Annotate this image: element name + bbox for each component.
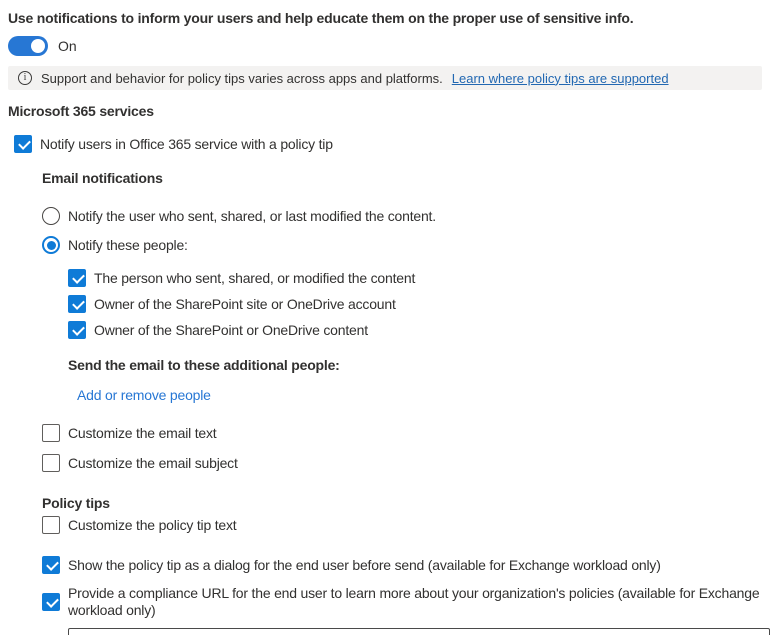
customize-email-text-checkbox[interactable] bbox=[42, 424, 60, 442]
notify-office365-row bbox=[14, 135, 770, 153]
banner-link[interactable]: Learn where policy tips are supported bbox=[451, 70, 669, 86]
compliance-url-label: Provide a compliance URL for the end user to learn more about your organization's policies (available for Exchange workload only) bbox=[68, 585, 760, 618]
compliance-url-checkbox[interactable] bbox=[42, 593, 60, 611]
add-remove-people-link[interactable]: Add or remove people bbox=[77, 387, 211, 403]
radio-notify-sender-row bbox=[42, 207, 770, 225]
info-banner bbox=[8, 66, 762, 90]
customize-policy-tip-row bbox=[42, 516, 770, 534]
recipient-content-owner-label: Owner of the SharePoint or OneDrive content bbox=[94, 321, 368, 338]
radio-notify-these-people-label: Notify these people: bbox=[68, 236, 188, 253]
show-dialog-label: Show the policy tip as a dialog for the end user before send (available for Exchange workload only) bbox=[68, 556, 661, 573]
banner-text: Support and behavior for policy tips varies across apps and platforms. bbox=[41, 70, 443, 86]
customize-policy-tip-label: Customize the policy tip text bbox=[68, 516, 237, 533]
show-dialog-row bbox=[42, 556, 770, 574]
compliance-url-row bbox=[42, 585, 770, 619]
toggle-state-label: On bbox=[58, 38, 77, 54]
additional-people-heading: Send the email to these additional people: bbox=[68, 357, 340, 373]
notify-office365-checkbox[interactable] bbox=[14, 135, 32, 153]
compliance-url-input[interactable] bbox=[68, 628, 770, 635]
email-notifications-heading: Email notifications bbox=[42, 170, 163, 186]
notify-office365-label: Notify users in Office 365 service with a policy tip bbox=[40, 135, 333, 152]
recipient-site-owner-label: Owner of the SharePoint site or OneDrive account bbox=[94, 295, 396, 312]
recipient-site-owner-row bbox=[68, 295, 770, 313]
radio-notify-these-people[interactable] bbox=[42, 236, 60, 254]
info-icon: i bbox=[18, 71, 32, 85]
intro-text: Use notifications to inform your users and help educate them on the proper use of sensitive info. bbox=[8, 10, 634, 26]
customize-email-text-row bbox=[42, 424, 770, 442]
section-heading-m365: Microsoft 365 services bbox=[8, 103, 154, 119]
recipient-sender-checkbox[interactable] bbox=[68, 269, 86, 287]
notifications-toggle[interactable] bbox=[8, 36, 48, 56]
radio-notify-sender-label: Notify the user who sent, shared, or last modified the content. bbox=[68, 207, 436, 224]
customize-policy-tip-checkbox[interactable] bbox=[42, 516, 60, 534]
policy-tips-heading: Policy tips bbox=[42, 495, 110, 511]
show-dialog-checkbox[interactable] bbox=[42, 556, 60, 574]
customize-email-subject-row bbox=[42, 454, 770, 472]
customize-email-text-label: Customize the email text bbox=[68, 424, 217, 441]
customize-email-subject-label: Customize the email subject bbox=[68, 454, 238, 471]
recipient-content-owner-row bbox=[68, 321, 770, 339]
recipient-content-owner-checkbox[interactable] bbox=[68, 321, 86, 339]
recipient-sender-row bbox=[68, 269, 770, 287]
notifications-toggle-row bbox=[8, 36, 770, 56]
radio-notify-these-people-row bbox=[42, 236, 770, 254]
recipient-site-owner-checkbox[interactable] bbox=[68, 295, 86, 313]
radio-notify-sender[interactable] bbox=[42, 207, 60, 225]
recipient-sender-label: The person who sent, shared, or modified the content bbox=[94, 269, 416, 286]
toggle-knob bbox=[31, 39, 45, 53]
customize-email-subject-checkbox[interactable] bbox=[42, 454, 60, 472]
